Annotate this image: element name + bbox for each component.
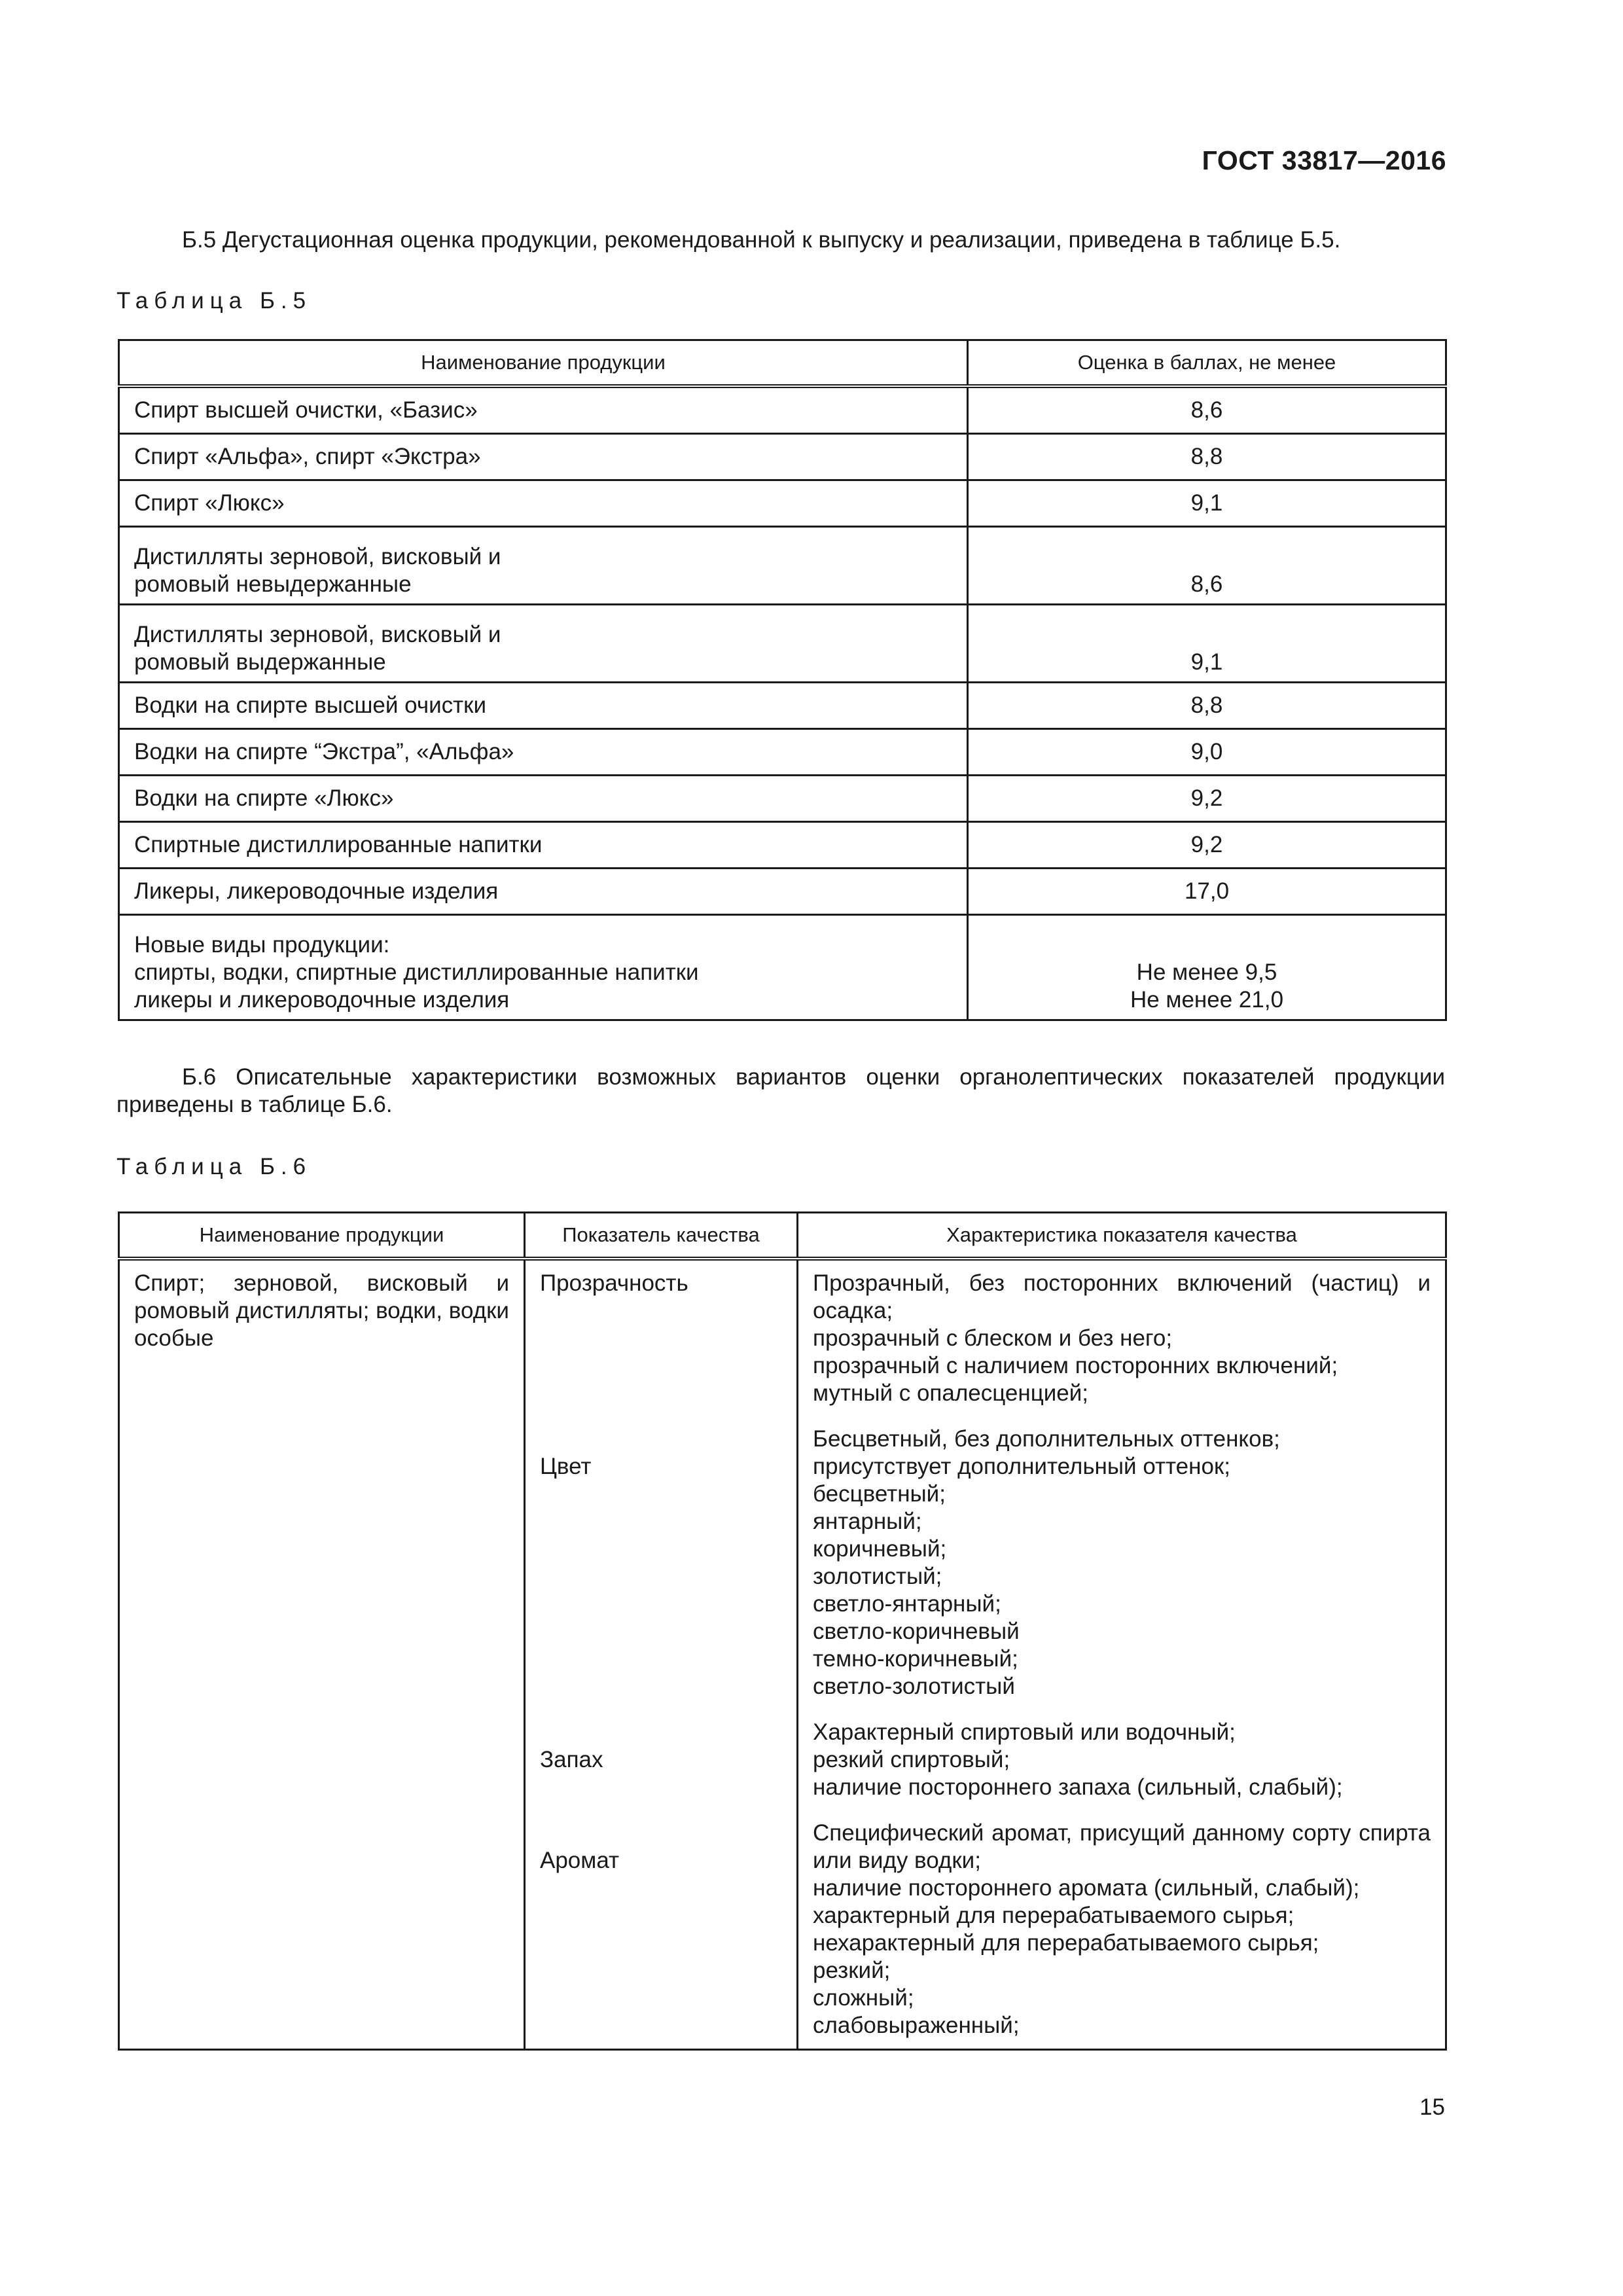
characteristic-line: коричневый; (813, 1536, 947, 1562)
page-number: 15 (1419, 2094, 1445, 2120)
score-value (968, 915, 1446, 1020)
table-row (119, 869, 1446, 915)
characteristic-line: янтарный; (813, 1509, 922, 1534)
product-name-line: спирты, водки, спиртные дистиллированные напитки (134, 960, 699, 985)
table-b6 (118, 1211, 1447, 2051)
product-name (119, 915, 968, 1020)
product-name: Спирт «Люкс» (119, 480, 968, 527)
characteristic-line: присутствует дополнительный оттенок; (813, 1454, 1230, 1479)
table-row (119, 434, 1446, 480)
score-value: 8,6 (968, 386, 1446, 434)
score-value: 8,8 (968, 434, 1446, 480)
characteristic-line: бесцветный; (813, 1481, 946, 1507)
table-row (119, 822, 1446, 869)
characteristic-line: резкий; (813, 1958, 891, 1983)
paragraph-b5: Б.5 Дегустационная оценка продукции, рекомендованной к выпуску и реализации, приведена в таблице Б.5. (182, 227, 1341, 253)
characteristic-line: слабовыраженный; (813, 2013, 1020, 2038)
table-row-new-products (119, 915, 1446, 1020)
table-row (119, 683, 1446, 729)
characteristics-group (813, 1820, 1431, 2039)
product-name: Дистилляты зерновой, висковый и ромовый выдержанные (119, 605, 968, 683)
characteristic-line: Прозрачный, без посторонних включений (частиц) и осадка; (813, 1270, 1431, 1323)
characteristic-line: светло-золотистый (813, 1674, 1015, 1699)
score-value: 17,0 (968, 869, 1446, 915)
column-header: Оценка в баллах, не менее (968, 340, 1446, 387)
characteristics-group (813, 1719, 1431, 1801)
score-line: Не менее 9,5 (1136, 960, 1277, 985)
table-b6-caption: Таблица Б.6 (116, 1154, 312, 1179)
characteristics-column (798, 1259, 1446, 2050)
table-row (119, 480, 1446, 527)
quality-indicator: Аромат (540, 1848, 620, 1873)
product-name: Спирт «Альфа», спирт «Экстра» (119, 434, 968, 480)
characteristic-line: светло-коричневый (813, 1619, 1020, 1644)
product-name: Спиртные дистиллированные напитки (119, 822, 968, 869)
score-value: 8,8 (968, 683, 1446, 729)
characteristic-line: Специфический аромат, присущий данному сорту спирта или виду водки; (813, 1820, 1431, 1873)
table-b5-header-row (119, 340, 1446, 387)
column-header: Наименование продукции (119, 340, 968, 387)
characteristic-line: темно-коричневый; (813, 1646, 1018, 1672)
column-header: Характеристика показателя качества (798, 1213, 1446, 1259)
quality-indicator: Запах (540, 1747, 603, 1772)
characteristic-line: светло-янтарный; (813, 1591, 1001, 1617)
table-row (119, 527, 1446, 605)
characteristic-line: золотистый; (813, 1564, 942, 1589)
characteristic-line: нехарактерный для перерабатываемого сырья; (813, 1930, 1319, 1956)
indicator-group (540, 1270, 782, 1435)
score-value: 8,6 (968, 527, 1446, 605)
indicator-group (540, 1453, 782, 1728)
score-line: Не менее 21,0 (1130, 987, 1284, 1013)
quality-indicator: Прозрачность (540, 1270, 688, 1296)
table-b6-header-row (119, 1213, 1446, 1259)
characteristic-line: Характерный спиртовый или водочный; (813, 1719, 1236, 1745)
score-value: 9,2 (968, 776, 1446, 822)
characteristic-line: резкий спиртовый; (813, 1747, 1010, 1772)
document-id: ГОСТ 33817—2016 (1202, 145, 1446, 175)
table-b5-caption: Таблица Б.5 (116, 288, 312, 314)
product-name: Водки на спирте “Экстра”, «Альфа» (119, 729, 968, 776)
characteristics-group (813, 1426, 1431, 1700)
characteristic-line: прозрачный с наличием посторонних включений; (813, 1353, 1338, 1378)
product-name: Дистилляты зерновой, висковый и ромовый невыдержанные (119, 527, 968, 605)
characteristic-line: Бесцветный, без дополнительных оттенков; (813, 1426, 1280, 1452)
product-name: Спирт; зерновой, висковый и ромовый дистилляты; водки, водки особые (119, 1259, 525, 2050)
product-name: Ликеры, ликероводочные изделия (119, 869, 968, 915)
score-value: 9,1 (968, 605, 1446, 683)
column-header: Наименование продукции (119, 1213, 525, 1259)
score-value: 9,2 (968, 822, 1446, 869)
table-b5 (118, 339, 1447, 1021)
product-name: Водки на спирте высшей очистки (119, 683, 968, 729)
characteristic-line: характерный для перерабатываемого сырья; (813, 1903, 1294, 1928)
product-name: Спирт высшей очистки, «Базис» (119, 386, 968, 434)
indicator-group (540, 1746, 782, 1829)
score-value: 9,1 (968, 480, 1446, 527)
score-value: 9,0 (968, 729, 1446, 776)
characteristic-line: прозрачный с блеском и без него; (813, 1325, 1173, 1351)
product-name: Водки на спирте «Люкс» (119, 776, 968, 822)
characteristic-line: наличие постороннего аромата (сильный, слабый); (813, 1875, 1360, 1901)
table-row (119, 729, 1446, 776)
indicator-group (540, 1847, 782, 1874)
indicator-column (525, 1259, 798, 2050)
table-row (119, 605, 1446, 683)
characteristic-line: мутный с опалесценцией; (813, 1380, 1089, 1406)
product-name-line: ликеры и ликероводочные изделия (134, 987, 510, 1013)
table-row (119, 386, 1446, 434)
quality-indicator: Цвет (540, 1454, 592, 1479)
characteristic-line: наличие постороннего запаха (сильный, слабый); (813, 1774, 1343, 1800)
table-row (119, 776, 1446, 822)
characteristics-group (813, 1270, 1431, 1407)
column-header: Показатель качества (525, 1213, 798, 1259)
table-row (119, 1259, 1446, 2050)
paragraph-b6: Б.6 Описательные характеристики возможных вариантов оценки органолептических показателей продукции приведены в таблице Б.6. (116, 1064, 1445, 1117)
characteristic-line: сложный; (813, 1985, 914, 2011)
product-name-line: Новые виды продукции: (134, 932, 390, 958)
